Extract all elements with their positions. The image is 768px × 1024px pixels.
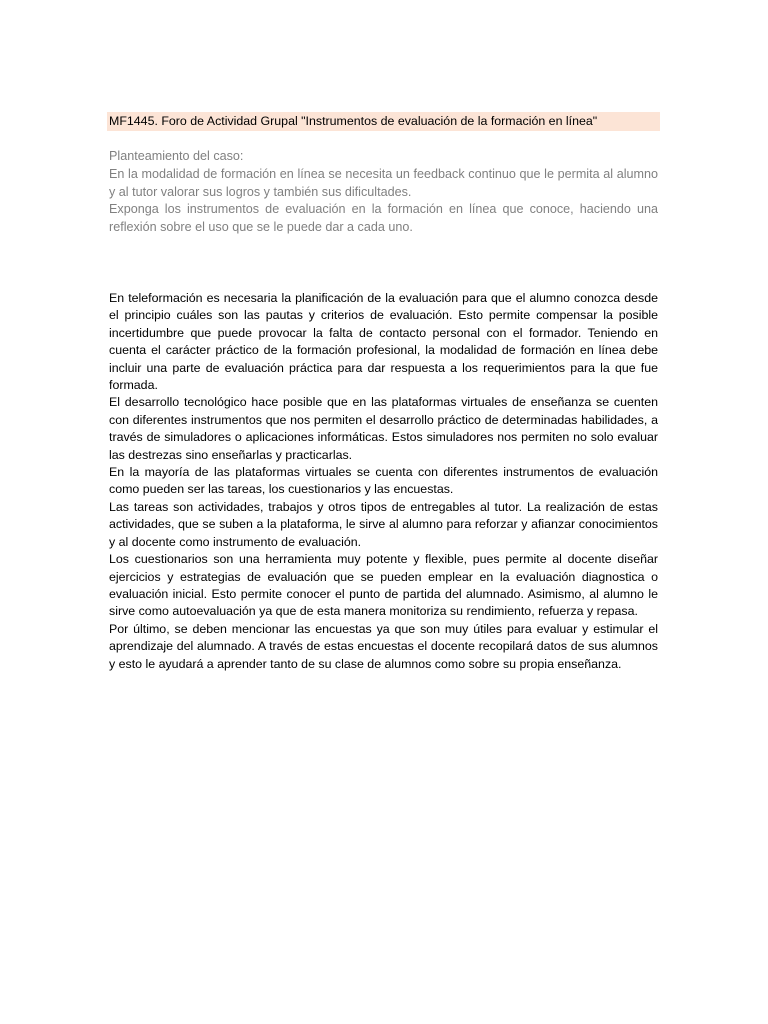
body-paragraph: Las tareas son actividades, trabajos y otros tipos de entregables al tutor. La realización de estas actividades, que se suben a la plataforma, le sirve al alumno para reforzar y afianzar conocimientos y al docente como instrumento de evaluación. [109, 499, 658, 549]
body-paragraph: En la mayoría de las plataformas virtuales se cuenta con diferentes instrumentos de evaluación como pueden ser las tareas, los cuestionarios y las encuestas. [109, 465, 658, 497]
case-heading: Planteamiento del caso: [109, 149, 244, 163]
case-paragraph: Exponga los instrumentos de evaluación en la formación en línea que conoce, haciendo una reflexión sobre el uso que se le puede dar a cada uno. [109, 202, 658, 235]
body-paragraph: Los cuestionarios son una herramienta muy potente y flexible, pues permite al docente diseñar ejercicios y estrategias de evaluación que se pueden emplear en la evaluación diagnostica o evaluación inicial. Esto permite conocer el punto de partida del alumnado. Asimismo, al alumno le sirve como autoevaluación ya que de esta manera monitoriza su rendimiento, refuerza y repasa. [109, 552, 658, 619]
body-paragraph: El desarrollo tecnológico hace posible que en las plataformas virtuales de enseñanza se cuenten con diferentes instrumentos que nos permiten el desarrollo práctico de determinadas habilidades, a través de simuladores o aplicaciones informáticas. Estos simuladores nos permiten no solo evaluar las destrezas sino enseñarlas y practicarlas. [109, 395, 658, 462]
case-paragraph: En la modalidad de formación en línea se necesita un feedback continuo que le permita al alumno y al tutor valorar sus logros y también sus dificultades. [109, 166, 658, 199]
answer-body [109, 290, 658, 673]
case-statement [109, 148, 658, 237]
document-title: MF1445. Foro de Actividad Grupal "Instrumentos de evaluación de la formación en línea" [107, 112, 660, 131]
body-paragraph: Por último, se deben mencionar las encuestas ya que son muy útiles para evaluar y estimular el aprendizaje del alumnado. A través de estas encuestas el docente recopilará datos de sus alumnos y esto le ayudará a aprender tanto de su clase de alumnos como sobre su propia enseñanza. [109, 621, 658, 671]
body-paragraph: En teleformación es necesaria la planificación de la evaluación para que el alumno conozca desde el principio cuáles son las pautas y criterios de evaluación. Esto permite compensar la posible incertidumbre que puede provocar la falta de contacto personal con el formador. Teniendo en cuenta el carácter práctico de la formación profesional, la modalidad de formación en línea debe incluir una parte de evaluación práctica para dar respuesta a los requerimientos para la que fue formada. [109, 291, 658, 393]
